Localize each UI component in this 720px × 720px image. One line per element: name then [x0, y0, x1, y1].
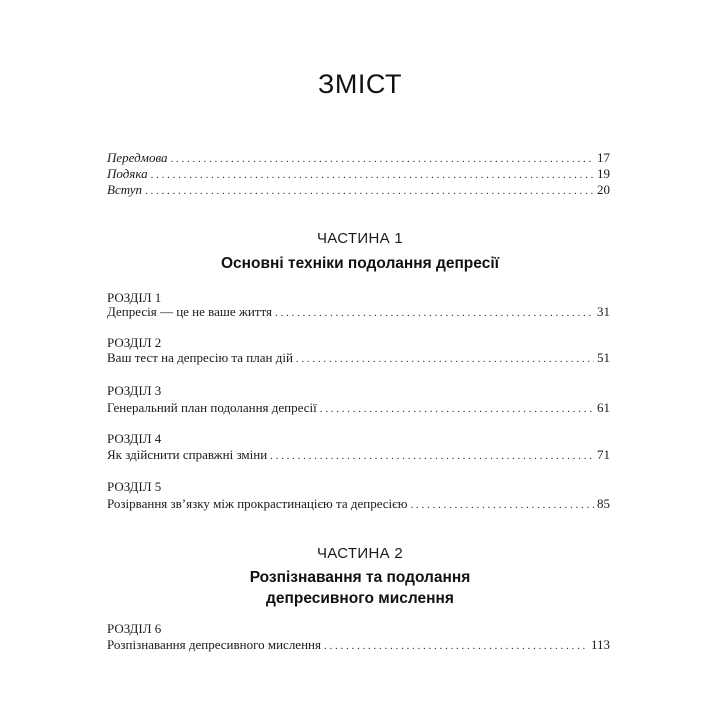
- chapter-label: РОЗДІЛ 2: [107, 335, 162, 350]
- toc-entry-page: 113: [590, 637, 610, 652]
- toc-entry-title: Розірвання зв’язку між прокрастинацією та депресією: [107, 496, 408, 511]
- chapter-label: РОЗДІЛ 5: [107, 479, 162, 494]
- toc-entry-introduction: [107, 182, 610, 198]
- toc-entry-chapter-2: [107, 350, 610, 366]
- toc-entry-page: 85: [597, 496, 610, 511]
- toc-entry-foreword: [107, 150, 610, 166]
- toc-entry-page: 19: [597, 166, 610, 181]
- toc-leader-dots: [171, 150, 594, 167]
- toc-entry-title: Як здійснити справжні зміни: [107, 447, 268, 462]
- toc-leader-dots: [275, 304, 594, 321]
- toc-entry-chapter-4: [107, 447, 610, 463]
- part-label: ЧАСТИНА 1: [317, 230, 403, 247]
- chapter-label: РОЗДІЛ 4: [107, 431, 162, 446]
- toc-entry-title: Вступ: [107, 182, 143, 197]
- chapter-label: РОЗДІЛ 3: [107, 383, 162, 398]
- toc-entry-acknowledgements: [107, 166, 610, 182]
- toc-entry-title: Депресія — це не ваше життя: [107, 304, 273, 319]
- part-label: ЧАСТИНА 2: [317, 545, 403, 562]
- part-title: депресивного мислення: [266, 590, 454, 607]
- toc-entry-page: 71: [597, 447, 610, 462]
- toc-entry-title: Ваш тест на депресію та план дій: [107, 350, 293, 365]
- toc-leader-dots: [320, 400, 594, 417]
- toc-entry-page: 31: [597, 304, 610, 319]
- toc-entry-chapter-6: [107, 637, 610, 653]
- toc-entry-chapter-5: [107, 496, 610, 512]
- toc-entry-chapter-3: [107, 400, 610, 416]
- toc-leader-dots: [296, 350, 594, 367]
- toc-leader-dots: [151, 166, 594, 183]
- toc-leader-dots: [410, 496, 594, 513]
- toc-entry-title: Подяка: [107, 166, 148, 181]
- toc-entry-page: 20: [597, 182, 610, 197]
- part-title: Розпізнавання та подолання: [249, 569, 471, 586]
- toc-entry-title: Генеральний план подолання депресії: [107, 400, 317, 415]
- chapter-label: РОЗДІЛ 6: [107, 621, 162, 636]
- toc-entry-chapter-1: [107, 304, 610, 320]
- toc-leader-dots: [145, 182, 594, 199]
- toc-leader-dots: [324, 637, 588, 654]
- toc-entry-title: Передмова: [107, 150, 168, 165]
- toc-entry-title: Розпізнавання депресивного мислення: [107, 637, 321, 652]
- toc-leader-dots: [270, 447, 594, 464]
- toc-entry-page: 51: [597, 350, 610, 365]
- toc-entry-page: 61: [597, 400, 610, 415]
- page-title: ЗМІСТ: [318, 69, 402, 99]
- toc-entry-page: 17: [597, 150, 610, 165]
- part-title: Основні техніки подолання депресії: [221, 255, 499, 272]
- chapter-label: РОЗДІЛ 1: [107, 290, 162, 305]
